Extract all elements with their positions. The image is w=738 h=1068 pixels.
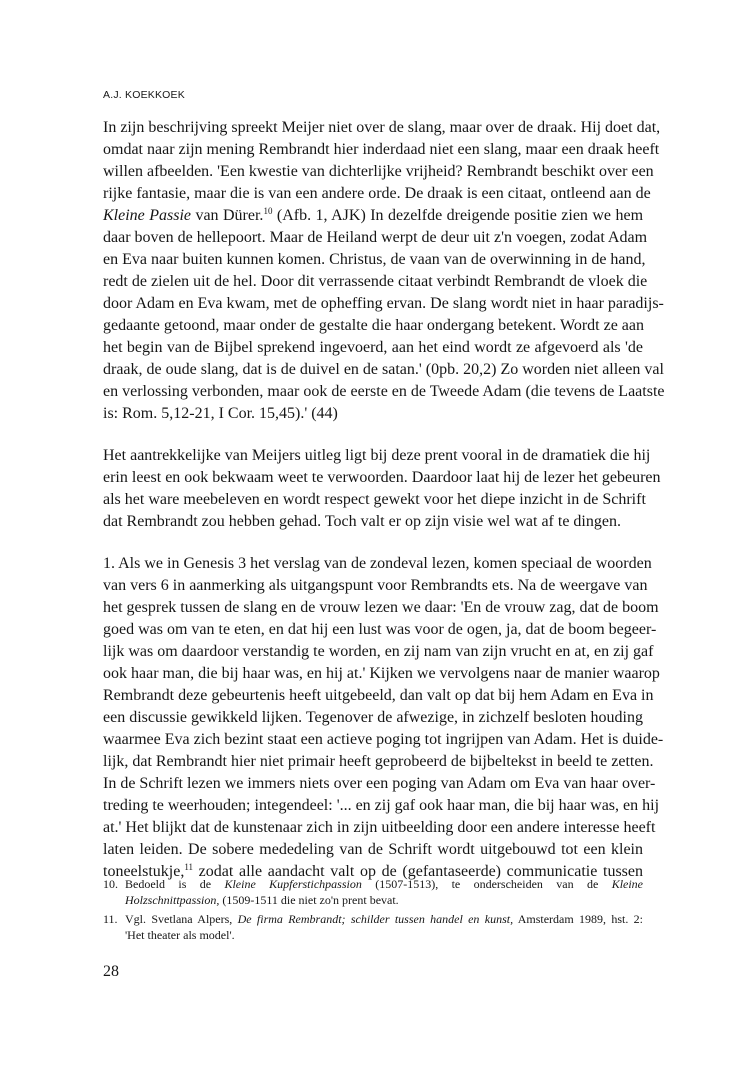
text-line xyxy=(103,271,648,293)
text-run: Rembrandt deze gebeurtenis heeft uitgebeeld, dan valt op dat bij hem Adam en Eva in xyxy=(103,687,654,704)
text-run: goed was om van te eten, en dat hij een lust was voor de ogen, ja, dat de boom begeer- xyxy=(103,621,657,638)
paragraph xyxy=(103,553,664,883)
text-line xyxy=(103,553,652,575)
footnote-ref[interactable]: 10 xyxy=(263,206,273,216)
text-run: en Eva naar buiten kunnen komen. Christus, de vaan van de overwinning in de hand, xyxy=(103,251,646,268)
text-line xyxy=(103,359,664,381)
text-run: lijk, dat Rembrandt hier niet primair heeft geprobeerd de bijbeltekst in beeld te zetten. xyxy=(103,753,654,770)
text-line xyxy=(125,927,643,943)
text-line xyxy=(125,911,643,927)
text-run: zodat alle aandacht valt op de (gefantaseerde) communicatie tussen xyxy=(192,863,643,880)
text-line xyxy=(103,445,651,467)
text-run: gedaante getoond, maar onder de gestalte die haar ondergang betekent. Wordt ze aan xyxy=(103,317,644,334)
text-run: Bedoeld is de xyxy=(125,877,225,891)
text-run: het gesprek tussen de slang en de vrouw lezen we daar: 'En de vrouw zag, dat de boom xyxy=(103,599,659,616)
italic-text: Holzschnittpassion, xyxy=(125,893,220,907)
text-line xyxy=(103,751,654,773)
footnote xyxy=(103,876,643,908)
italic-text: Kleine Passie xyxy=(103,207,191,224)
text-line xyxy=(103,597,659,619)
text-line xyxy=(103,511,643,533)
text-line xyxy=(103,337,643,359)
text-run: treding te weerhouden; integendeel: '... en zij gaf ook haar man, die bij haar was, en hij xyxy=(103,797,660,814)
text-run: In zijn beschrijving spreekt Meijer niet over de slang, maar over de draak. Hij doet dat, xyxy=(103,119,661,136)
text-line xyxy=(103,205,643,227)
text-run: waarmee Eva zich bezint staat een actieve poging tot ingrijpen van Adam. Het is duide- xyxy=(103,731,664,748)
text-line xyxy=(103,403,643,425)
text-line xyxy=(103,293,664,315)
text-line xyxy=(103,641,654,663)
footnote-number: 11. xyxy=(103,912,118,926)
text-run: 1. Als we in Genesis 3 het verslag van de zondeval lezen, komen speciaal de woorden xyxy=(103,555,652,572)
text-run: (Afb. 1, AJK) In dezelfde dreigende positie zien we hem xyxy=(272,207,644,224)
body-text xyxy=(103,117,665,883)
text-run: Vgl. Svetlana Alpers, xyxy=(125,912,238,926)
running-head: A.J. KOEKKOEK xyxy=(103,89,185,101)
text-line xyxy=(103,249,646,271)
footnote-number: 10. xyxy=(103,877,118,891)
text-run: draak, de oude slang, dat is de duivel en de satan.' (0pb. 20,2) Zo worden niet alleen val xyxy=(103,361,664,378)
text-line xyxy=(103,839,643,861)
text-line xyxy=(103,663,660,685)
text-run: toneelstukje, xyxy=(103,863,185,880)
text-line xyxy=(103,117,661,139)
text-run: (1509-1511 die niet zo'n prent bevat. xyxy=(219,893,399,907)
footnote xyxy=(103,911,643,943)
text-run: het begin van de Bijbel sprekend ingevoerd, aan het eind wordt ze afgevoerd als 'de xyxy=(103,339,643,356)
text-run: willen afbeelden. 'Een kwestie van dichterlijke vrijheid? Rembrandt beschikt over een xyxy=(103,163,654,180)
paragraph xyxy=(103,117,665,425)
text-run: ook haar man, die bij haar was, en hij at.' Kijken we vervolgens naar de manier waarop xyxy=(103,665,660,682)
text-line xyxy=(103,729,664,751)
text-run: omdat naar zijn mening Rembrandt hier inderdaad niet een slang, maar een draak heeft xyxy=(103,141,660,158)
text-line xyxy=(125,892,643,908)
text-run: een discussie gewikkeld lijken. Tegenover de afwezige, in zichzelf besloten houding xyxy=(103,709,643,726)
text-run: Het aantrekkelijke van Meijers uitleg ligt bij deze prent vooral in de dramatiek die hij xyxy=(103,447,651,464)
text-run: lijk was om daardoor verstandig te worden, en zij nam van zijn vrucht en at, en zij gaf xyxy=(103,643,654,660)
italic-text: Kleine Kupferstichpassion xyxy=(224,877,362,891)
paragraph xyxy=(103,445,661,533)
footnote-text xyxy=(125,911,643,943)
text-line xyxy=(103,381,665,403)
footnote-text xyxy=(125,876,643,908)
page-number: 28 xyxy=(103,963,119,980)
text-run: In de Schrift lezen we immers niets over een poging van Adam om Eva van haar over- xyxy=(103,775,656,792)
text-run: dat Rembrandt zou hebben gehad. Toch valt er op zijn visie wel wat af te dingen. xyxy=(103,513,621,530)
text-run: door Adam en Eva kwam, met de opheffing ervan. De slang wordt niet in haar paradijs- xyxy=(103,295,664,312)
text-run: van Dürer. xyxy=(191,207,264,224)
text-run: Amsterdam 1989, hst. 2: xyxy=(513,912,643,926)
text-line xyxy=(103,773,656,795)
text-line xyxy=(103,489,646,511)
text-run: redt de zielen uit de hel. Door dit verrassende citaat verbindt Rembrandt de vloek die xyxy=(103,273,648,290)
text-line xyxy=(103,315,643,337)
text-line xyxy=(103,817,656,839)
text-run: rijke fantasie, maar die is van een andere orde. De draak is een citaat, ontleend aan de xyxy=(103,185,651,202)
text-run: 'Het theater als model'. xyxy=(125,928,235,942)
footnote-ref[interactable]: 11 xyxy=(184,862,193,872)
text-run: en verlossing verbonden, maar ook de eerste en de Tweede Adam (die tevens de Laatste xyxy=(103,383,665,400)
text-line xyxy=(103,619,657,641)
text-line xyxy=(125,876,643,892)
text-run: laten leiden. De sobere mededeling van de Schrift wordt uitgebouwd tot een klein xyxy=(103,841,643,858)
text-line xyxy=(103,685,654,707)
text-run: is: Rom. 5,12-21, I Cor. 15,45).' (44) xyxy=(103,405,338,422)
text-line xyxy=(103,467,661,489)
text-line xyxy=(103,227,648,249)
text-line xyxy=(103,161,654,183)
text-run: at.' Het blijkt dat de kunstenaar zich in zijn uitbeelding door een andere interesse heeft xyxy=(103,819,656,836)
text-line xyxy=(103,139,660,161)
text-run: (1507-1513), te onderscheiden van de xyxy=(361,877,612,891)
text-run: van vers 6 in aanmerking als uitgangspunt voor Rembrandts ets. Na de weergave van xyxy=(103,577,648,594)
text-line xyxy=(103,795,660,817)
italic-text: De firma Rembrandt; schilder tussen handel en kunst, xyxy=(237,912,514,926)
text-line xyxy=(103,183,651,205)
text-run: erin leest en ook bekwaam weet te verwoorden. Daardoor laat hij de lezer het gebeuren xyxy=(103,469,661,486)
footnotes xyxy=(103,876,643,943)
text-line xyxy=(103,707,643,729)
text-run: als het ware meebeleven en wordt respect gewekt voor het diepe inzicht in de Schrift xyxy=(103,491,646,508)
text-run: daar boven de hellepoort. Maar de Heiland werpt de deur uit z'n voegen, zodat Adam xyxy=(103,229,648,246)
text-line xyxy=(103,575,648,597)
italic-text: Kleine xyxy=(611,877,644,891)
